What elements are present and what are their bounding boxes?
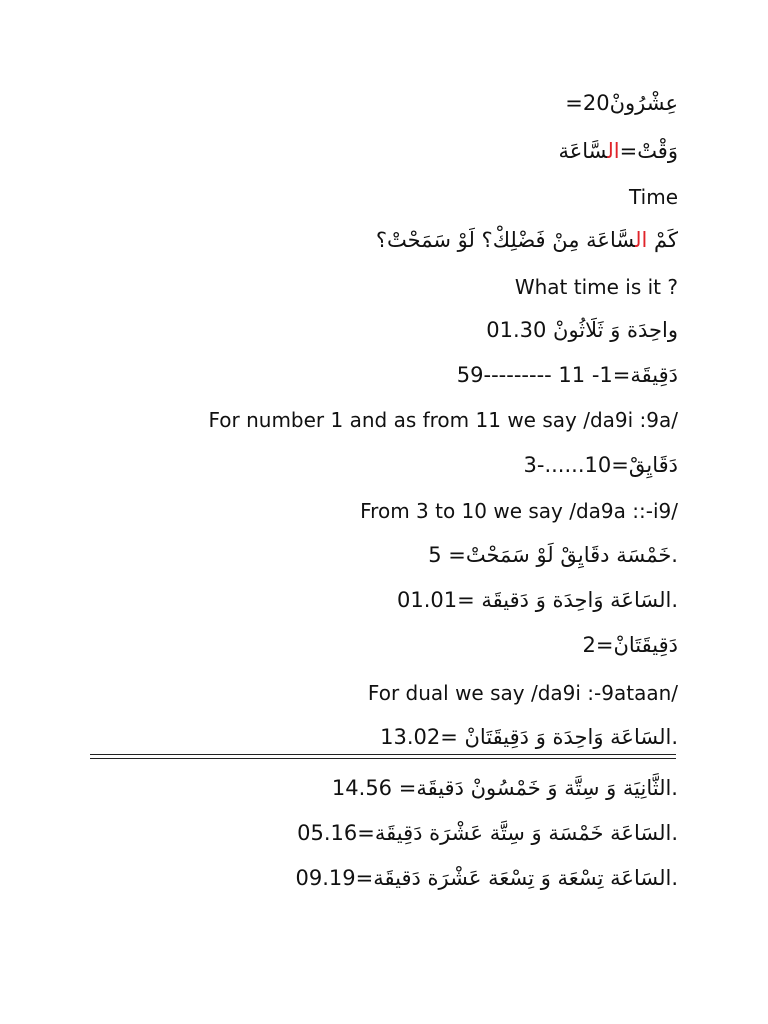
line-example-0101: .السَاعَة وَاحِدَة وَ دَقيقَة =01.01 <box>397 588 678 612</box>
text-segment: وَقْتْ= <box>619 139 678 163</box>
line-example-0919: .السَاعَة تِسْعَة وَ تِسْعَة عَشْرَة دَقيقَة=09.19 <box>295 866 678 890</box>
line-what-time-arabic <box>376 230 678 251</box>
line-rule-singular: For number 1 and as from 11 we say /da9i :9a/ <box>208 408 678 432</box>
line-time-english: Time <box>629 185 678 209</box>
line-example-0516: .السَاعَة خَمْسَة وَ سِتَّة عَشْرَة دَقِيقَة=05.16 <box>297 821 678 845</box>
line-minutes-plural: دَقَايِقْ=10......-3 <box>523 453 678 477</box>
text-segment: سَّاعَة مِنْ فَضْلِكْ؟ لَوْ سَمَحْتْ؟ <box>375 228 636 252</box>
text-segment: كَمْ <box>647 228 678 252</box>
line-rule-dual: For dual we say /da9i :-9ataan/ <box>367 681 678 705</box>
highlighted-article: ال <box>635 228 648 252</box>
divider-line <box>90 754 676 755</box>
line-one-thirty: واحِدَة وَ ثَلَاثُونْ 01.30 <box>486 318 678 342</box>
text-segment: سَّاعَة <box>558 139 608 163</box>
line-example-1302: .السَاعَة وَاحِدَة وَ دَقِيقَتَانْ =13.02 <box>380 725 678 749</box>
line-five-minutes: .خَمْسَة دقَايِقْ لَوْ سَمَحْتْ= 5 <box>428 543 678 567</box>
highlighted-article: ال <box>607 139 620 163</box>
line-rule-plural: From 3 to 10 we say /da9a ::-i9/ <box>360 499 678 523</box>
line-time-word-arabic <box>558 141 678 162</box>
line-twenty: عِشْرُونْ20= <box>565 91 678 115</box>
line-minute-singular: دَقِيقَة=1- 11 ---------59 <box>456 363 678 387</box>
line-minutes-dual: دَقِيقَتَانْ=2 <box>582 633 678 657</box>
line-example-1456: .الثَّانِيَة وَ سِتَّة وَ خَمْسُونْ دَقيقَة= 14.56 <box>331 776 678 800</box>
divider-line <box>90 758 676 759</box>
line-what-time-english: What time is it ? <box>514 275 678 299</box>
